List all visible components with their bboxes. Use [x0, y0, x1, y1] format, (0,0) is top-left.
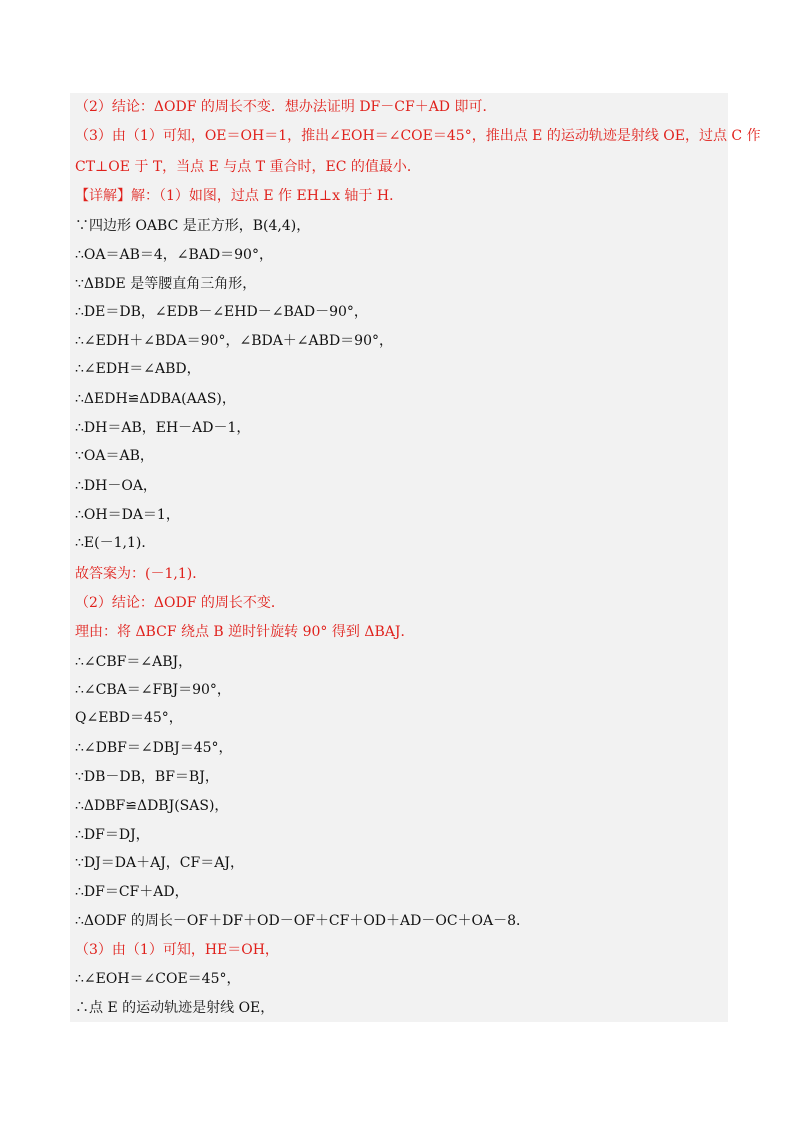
- text-line: CT⊥OE 于 T，当点 E 与点 T 重合时，EC 的值最小．: [75, 159, 421, 175]
- text-line: ∴DH－OA，: [75, 478, 157, 494]
- text-line: ∴ΔODF 的周长－OF＋DF＋OD－OF＋CF＋OD＋AD－OC＋OA－8．: [75, 913, 531, 929]
- text-line: ∴DH＝AB，EH－AD－1，: [75, 420, 251, 436]
- text-line: ∴点 E 的运动轨迹是射线 OE，: [75, 1000, 275, 1016]
- text-line: ∵四边形 OABC 是正方形，B(4,4)，: [75, 218, 311, 234]
- text-line: （3）由（1）可知，OE＝OH＝1，推出∠EOH＝∠COE＝45°，推出点 E 的运动轨迹是射线 OE，过点 C 作: [75, 128, 761, 144]
- text-line: 理由：将 ΔBCF 绕点 B 逆时针旋转 90° 得到 ΔBAJ．: [75, 624, 415, 640]
- text-line: ∴∠DBF＝∠DBJ＝45°，: [75, 740, 233, 756]
- text-line: ∴OA＝AB＝4，∠BAD＝90°，: [75, 247, 273, 263]
- text-line: ∴∠EDH＝∠ABD，: [75, 361, 201, 377]
- text-line: ∴∠EOH＝∠COE＝45°，: [75, 971, 241, 987]
- text-line: （2）结论：ΔODF 的周长不变．想办法证明 DF－CF＋AD 即可．: [75, 99, 497, 115]
- text-line: （3）由（1）可知，HE＝OH，: [75, 942, 279, 958]
- text-line: （2）结论：ΔODF 的周长不变．: [75, 595, 285, 611]
- text-line: 故答案为：(－1,1)．: [75, 566, 207, 582]
- text-line: ∵DB－DB，BF＝BJ，: [75, 769, 219, 785]
- text-line: ∵ΔBDE 是等腰直角三角形，: [75, 276, 257, 292]
- text-line: ∴DF＝DJ，: [75, 827, 150, 843]
- text-line: ∴OH＝DA＝1，: [75, 507, 180, 523]
- text-line: ∴DE＝DB，∠EDB－∠EHD－∠BAD－90°，: [75, 304, 368, 320]
- text-line: ∴ΔEDH≌ΔDBA(AAS)，: [75, 391, 236, 407]
- text-line: 【详解】解：（1）如图，过点 E 作 EH⊥x 轴于 H．: [75, 188, 404, 204]
- text-line: ∵OA＝AB，: [75, 448, 154, 464]
- text-line: ∴∠EDH＋∠BDA＝90°，∠BDA＋∠ABD＝90°，: [75, 333, 393, 349]
- text-line: ∴ΔDBF≌ΔDBJ(SAS)，: [75, 798, 229, 814]
- text-line: ∴∠CBA＝∠FBJ＝90°，: [75, 682, 231, 698]
- text-line: ∴E(－1,1)．: [75, 535, 156, 551]
- text-line: ∵DJ＝DA＋AJ，CF＝AJ，: [75, 855, 244, 871]
- text-line: ∴DF＝CF＋AD，: [75, 884, 189, 900]
- text-line: ∴∠CBF＝∠ABJ，: [75, 654, 193, 670]
- text-line: Q∠EBD＝45°，: [75, 710, 183, 726]
